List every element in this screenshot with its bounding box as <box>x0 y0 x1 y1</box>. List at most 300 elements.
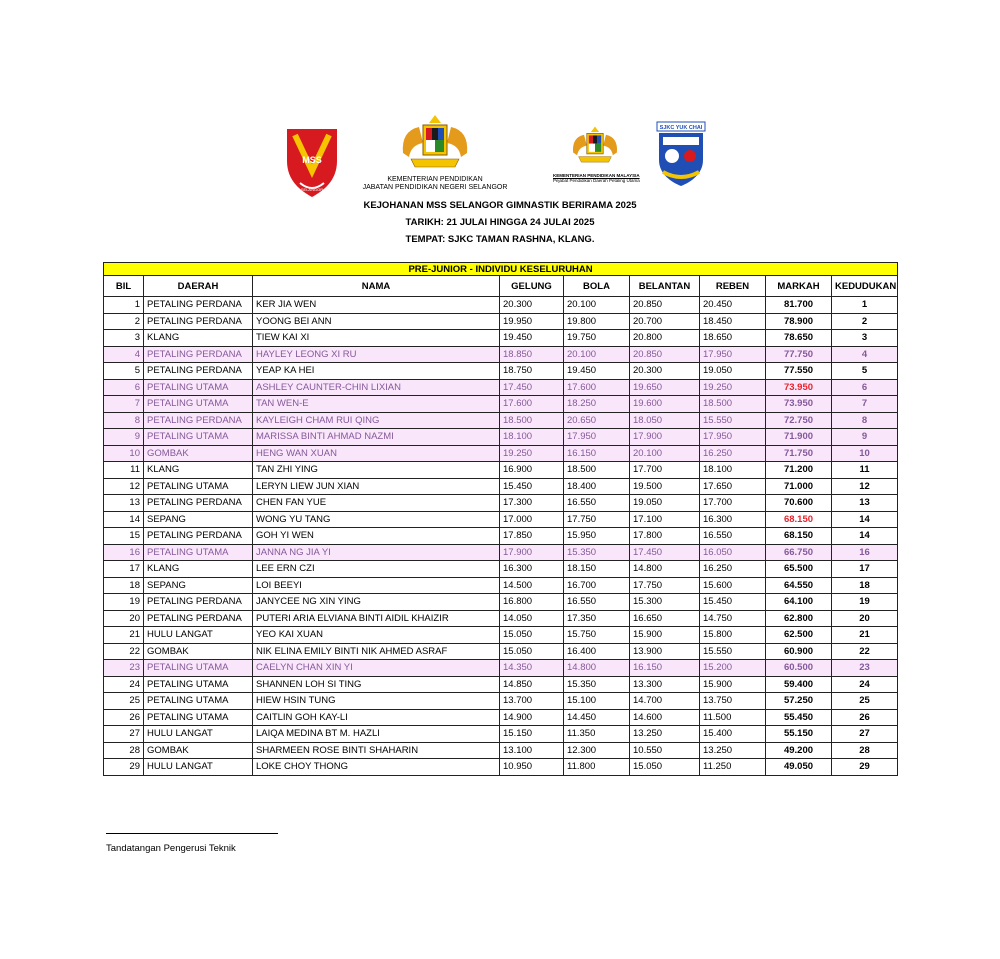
cell-kedudukan: 29 <box>832 759 898 776</box>
cell-markah: 71.900 <box>766 429 832 446</box>
cell-daerah: PETALING UTAMA <box>144 660 253 677</box>
cell-bil: 4 <box>104 346 144 363</box>
cell-markah: 64.100 <box>766 594 832 611</box>
cell-bola: 14.800 <box>564 660 630 677</box>
cell-markah: 78.650 <box>766 330 832 347</box>
cell-reben: 16.550 <box>700 528 766 545</box>
cell-gelung: 13.100 <box>500 742 564 759</box>
cell-reben: 15.800 <box>700 627 766 644</box>
cell-bola: 15.350 <box>564 676 630 693</box>
cell-belantan: 20.300 <box>630 363 700 380</box>
cell-gelung: 16.800 <box>500 594 564 611</box>
cell-markah: 78.900 <box>766 313 832 330</box>
cell-belantan: 20.800 <box>630 330 700 347</box>
cell-bola: 11.350 <box>564 726 630 743</box>
cell-nama: TIEW KAI XI <box>253 330 500 347</box>
cell-kedudukan: 22 <box>832 643 898 660</box>
cell-markah: 71.200 <box>766 462 832 479</box>
cell-gelung: 17.300 <box>500 495 564 512</box>
cell-belantan: 19.050 <box>630 495 700 512</box>
cell-belantan: 18.050 <box>630 412 700 429</box>
cell-reben: 11.250 <box>700 759 766 776</box>
cell-markah: 55.450 <box>766 709 832 726</box>
cell-kedudukan: 8 <box>832 412 898 429</box>
cell-belantan: 13.900 <box>630 643 700 660</box>
cell-markah: 59.400 <box>766 676 832 693</box>
cell-reben: 13.750 <box>700 693 766 710</box>
cell-nama: HENG WAN XUAN <box>253 445 500 462</box>
table-row <box>104 429 898 446</box>
event-date: TARIKH: 21 JULAI HINGGA 24 JULAI 2025 <box>405 217 595 228</box>
mss-shield-icon <box>283 125 341 199</box>
cell-gelung: 15.450 <box>500 478 564 495</box>
table-row <box>104 495 898 512</box>
cell-gelung: 14.850 <box>500 676 564 693</box>
cell-markah: 68.150 <box>766 528 832 545</box>
cell-bola: 12.300 <box>564 742 630 759</box>
cell-daerah: PETALING PERDANA <box>144 495 253 512</box>
cell-nama: KAYLEIGH CHAM RUI QING <box>253 412 500 429</box>
cell-kedudukan: 1 <box>832 297 898 314</box>
cell-bola: 20.100 <box>564 297 630 314</box>
cell-kedudukan: 5 <box>832 363 898 380</box>
cell-daerah: PETALING PERDANA <box>144 363 253 380</box>
cell-reben: 19.250 <box>700 379 766 396</box>
cell-gelung: 15.050 <box>500 627 564 644</box>
table-row <box>104 297 898 314</box>
cell-bola: 16.150 <box>564 445 630 462</box>
table-row <box>104 396 898 413</box>
cell-gelung: 18.750 <box>500 363 564 380</box>
cell-bola: 17.750 <box>564 511 630 528</box>
cell-belantan: 15.900 <box>630 627 700 644</box>
cell-daerah: SEPANG <box>144 511 253 528</box>
cell-reben: 17.700 <box>700 495 766 512</box>
table-row <box>104 511 898 528</box>
cell-reben: 15.900 <box>700 676 766 693</box>
cell-bola: 18.250 <box>564 396 630 413</box>
kpm-selangor-logo <box>360 113 510 193</box>
cell-bola: 18.500 <box>564 462 630 479</box>
cell-belantan: 19.600 <box>630 396 700 413</box>
column-header-bil: BIL <box>104 276 144 297</box>
table-row <box>104 742 898 759</box>
event-venue: TEMPAT: SJKC TAMAN RASHNA, KLANG. <box>405 234 595 245</box>
cell-daerah: PETALING UTAMA <box>144 429 253 446</box>
cell-bil: 15 <box>104 528 144 545</box>
malaysia-coat-of-arms-small-icon <box>569 122 621 168</box>
cell-kedudukan: 10 <box>832 445 898 462</box>
cell-daerah: PETALING UTAMA <box>144 396 253 413</box>
cell-bil: 17 <box>104 561 144 578</box>
cell-markah: 60.900 <box>766 643 832 660</box>
cell-bola: 20.100 <box>564 346 630 363</box>
cell-nama: LEE ERN CZI <box>253 561 500 578</box>
table-row <box>104 313 898 330</box>
cell-bil: 18 <box>104 577 144 594</box>
cell-nama: SHANNEN LOH SI TING <box>253 676 500 693</box>
cell-markah: 71.000 <box>766 478 832 495</box>
cell-nama: YEO KAI XUAN <box>253 627 500 644</box>
cell-bola: 20.650 <box>564 412 630 429</box>
cell-markah: 57.250 <box>766 693 832 710</box>
cell-gelung: 17.600 <box>500 396 564 413</box>
cell-daerah: KLANG <box>144 561 253 578</box>
cell-gelung: 18.100 <box>500 429 564 446</box>
cell-belantan: 15.300 <box>630 594 700 611</box>
cell-markah: 68.150 <box>766 511 832 528</box>
cell-markah: 77.750 <box>766 346 832 363</box>
cell-belantan: 19.650 <box>630 379 700 396</box>
cell-gelung: 14.050 <box>500 610 564 627</box>
cell-nama: CAELYN CHAN XIN YI <box>253 660 500 677</box>
cell-gelung: 14.900 <box>500 709 564 726</box>
cell-markah: 71.750 <box>766 445 832 462</box>
cell-nama: YEAP KA HEI <box>253 363 500 380</box>
table-row <box>104 726 898 743</box>
mss-logo-ring-text: SELANGOR <box>300 187 324 192</box>
cell-gelung: 14.500 <box>500 577 564 594</box>
cell-belantan: 14.800 <box>630 561 700 578</box>
cell-belantan: 17.700 <box>630 462 700 479</box>
kpm-selangor-caption-2: JABATAN PENDIDIKAN NEGERI SELANGOR <box>362 184 508 191</box>
cell-reben: 14.750 <box>700 610 766 627</box>
signature-label: Tandatangan Pengerusi Teknik <box>106 843 236 854</box>
cell-nama: JANNA NG JIA YI <box>253 544 500 561</box>
cell-gelung: 17.900 <box>500 544 564 561</box>
cell-bola: 16.400 <box>564 643 630 660</box>
table-row <box>104 676 898 693</box>
cell-nama: TAN ZHI YING <box>253 462 500 479</box>
cell-daerah: HULU LANGAT <box>144 726 253 743</box>
cell-bil: 7 <box>104 396 144 413</box>
cell-daerah: HULU LANGAT <box>144 759 253 776</box>
cell-bola: 19.800 <box>564 313 630 330</box>
cell-bola: 17.950 <box>564 429 630 446</box>
table-row <box>104 561 898 578</box>
cell-nama: NIK ELINA EMILY BINTI NIK AHMED ASRAF <box>253 643 500 660</box>
cell-kedudukan: 20 <box>832 610 898 627</box>
cell-bola: 16.700 <box>564 577 630 594</box>
column-header-belantan: BELANTAN <box>630 276 700 297</box>
column-header-nama: NAMA <box>253 276 500 297</box>
cell-reben: 17.950 <box>700 346 766 363</box>
cell-bola: 16.550 <box>564 594 630 611</box>
cell-daerah: KLANG <box>144 330 253 347</box>
cell-kedudukan: 12 <box>832 478 898 495</box>
cell-belantan: 14.700 <box>630 693 700 710</box>
cell-gelung: 17.450 <box>500 379 564 396</box>
results-body <box>104 263 898 776</box>
cell-daerah: PETALING UTAMA <box>144 544 253 561</box>
table-row <box>104 643 898 660</box>
cell-gelung: 15.150 <box>500 726 564 743</box>
cell-gelung: 13.700 <box>500 693 564 710</box>
table-row <box>104 412 898 429</box>
cell-bola: 15.350 <box>564 544 630 561</box>
kpm-selangor-caption-1: KEMENTERIAN PENDIDIKAN <box>387 176 483 183</box>
cell-belantan: 16.150 <box>630 660 700 677</box>
column-header-markah: MARKAH <box>766 276 832 297</box>
cell-gelung: 16.300 <box>500 561 564 578</box>
table-row <box>104 445 898 462</box>
cell-bil: 23 <box>104 660 144 677</box>
cell-daerah: PETALING PERDANA <box>144 297 253 314</box>
cell-reben: 18.100 <box>700 462 766 479</box>
kpm-malaysia-caption-2: Pejabat Pendidikan Daerah Petaling Utama <box>553 178 640 183</box>
cell-reben: 13.250 <box>700 742 766 759</box>
cell-daerah: PETALING PERDANA <box>144 528 253 545</box>
cell-markah: 60.500 <box>766 660 832 677</box>
cell-bola: 15.950 <box>564 528 630 545</box>
cell-bola: 15.750 <box>564 627 630 644</box>
column-header-bola: BOLA <box>564 276 630 297</box>
cell-markah: 49.200 <box>766 742 832 759</box>
cell-kedudukan: 23 <box>832 660 898 677</box>
cell-daerah: HULU LANGAT <box>144 627 253 644</box>
cell-nama: SHARMEEN ROSE BINTI SHAHARIN <box>253 742 500 759</box>
table-row <box>104 379 898 396</box>
cell-bola: 18.400 <box>564 478 630 495</box>
table-row <box>104 577 898 594</box>
cell-nama: CHEN FAN YUE <box>253 495 500 512</box>
cell-belantan: 17.100 <box>630 511 700 528</box>
cell-reben: 15.550 <box>700 412 766 429</box>
cell-daerah: KLANG <box>144 462 253 479</box>
cell-bil: 10 <box>104 445 144 462</box>
cell-kedudukan: 21 <box>832 627 898 644</box>
cell-markah: 77.550 <box>766 363 832 380</box>
cell-reben: 17.650 <box>700 478 766 495</box>
cell-markah: 72.750 <box>766 412 832 429</box>
cell-belantan: 17.450 <box>630 544 700 561</box>
mss-logo-text: MSS <box>302 155 322 165</box>
cell-bil: 29 <box>104 759 144 776</box>
cell-nama: LOKE CHOY THONG <box>253 759 500 776</box>
logo-row <box>0 110 1000 192</box>
cell-nama: LERYN LIEW JUN XIAN <box>253 478 500 495</box>
cell-gelung: 18.500 <box>500 412 564 429</box>
cell-bola: 11.800 <box>564 759 630 776</box>
cell-nama: YOONG BEI ANN <box>253 313 500 330</box>
cell-markah: 81.700 <box>766 297 832 314</box>
cell-bil: 26 <box>104 709 144 726</box>
cell-markah: 70.600 <box>766 495 832 512</box>
cell-kedudukan: 6 <box>832 379 898 396</box>
cell-reben: 16.250 <box>700 445 766 462</box>
event-title: KEJOHANAN MSS SELANGOR GIMNASTIK BERIRAMA 2025 <box>363 200 637 211</box>
cell-bola: 17.350 <box>564 610 630 627</box>
table-row <box>104 330 898 347</box>
cell-bil: 22 <box>104 643 144 660</box>
table-row <box>104 346 898 363</box>
cell-bil: 6 <box>104 379 144 396</box>
malaysia-coat-of-arms-icon <box>397 113 473 171</box>
cell-belantan: 16.650 <box>630 610 700 627</box>
cell-belantan: 14.600 <box>630 709 700 726</box>
cell-gelung: 20.300 <box>500 297 564 314</box>
table-row <box>104 627 898 644</box>
cell-belantan: 15.050 <box>630 759 700 776</box>
cell-reben: 16.050 <box>700 544 766 561</box>
table-row <box>104 363 898 380</box>
cell-belantan: 17.800 <box>630 528 700 545</box>
cell-bil: 21 <box>104 627 144 644</box>
cell-daerah: PETALING PERDANA <box>144 412 253 429</box>
cell-bil: 3 <box>104 330 144 347</box>
table-row <box>104 660 898 677</box>
cell-bola: 19.450 <box>564 363 630 380</box>
cell-gelung: 10.950 <box>500 759 564 776</box>
cell-markah: 65.500 <box>766 561 832 578</box>
table-header-row <box>104 276 898 297</box>
cell-bil: 20 <box>104 610 144 627</box>
cell-kedudukan: 3 <box>832 330 898 347</box>
table-row <box>104 610 898 627</box>
cell-gelung: 19.450 <box>500 330 564 347</box>
cell-nama: ASHLEY CAUNTER-CHIN LIXIAN <box>253 379 500 396</box>
cell-bil: 12 <box>104 478 144 495</box>
cell-bil: 8 <box>104 412 144 429</box>
cell-daerah: PETALING UTAMA <box>144 478 253 495</box>
cell-daerah: GOMBAK <box>144 742 253 759</box>
cell-nama: CAITLIN GOH KAY-LI <box>253 709 500 726</box>
cell-bola: 17.600 <box>564 379 630 396</box>
table-row <box>104 759 898 776</box>
cell-reben: 18.650 <box>700 330 766 347</box>
cell-nama: MARISSA BINTI AHMAD NAZMI <box>253 429 500 446</box>
cell-gelung: 15.050 <box>500 643 564 660</box>
cell-nama: LOI BEEYI <box>253 577 500 594</box>
cell-kedudukan: 17 <box>832 561 898 578</box>
cell-nama: PUTERI ARIA ELVIANA BINTI AIDIL KHAIZIR <box>253 610 500 627</box>
cell-nama: KER JIA WEN <box>253 297 500 314</box>
cell-bil: 19 <box>104 594 144 611</box>
category-banner-row <box>104 263 898 276</box>
cell-kedudukan: 13 <box>832 495 898 512</box>
kpm-malaysia-caption-1: KEMENTERIAN PENDIDIKAN MALAYSIA <box>553 173 640 178</box>
cell-reben: 15.400 <box>700 726 766 743</box>
cell-bola: 18.150 <box>564 561 630 578</box>
table-row <box>104 462 898 479</box>
cell-nama: TAN WEN-E <box>253 396 500 413</box>
results-table <box>103 262 898 776</box>
cell-bil: 14 <box>104 511 144 528</box>
cell-daerah: SEPANG <box>144 577 253 594</box>
cell-markah: 66.750 <box>766 544 832 561</box>
cell-daerah: PETALING PERDANA <box>144 346 253 363</box>
column-header-daerah: DAERAH <box>144 276 253 297</box>
cell-kedudukan: 14 <box>832 528 898 545</box>
cell-reben: 18.450 <box>700 313 766 330</box>
cell-reben: 15.200 <box>700 660 766 677</box>
cell-bil: 9 <box>104 429 144 446</box>
cell-kedudukan: 11 <box>832 462 898 479</box>
cell-nama: LAIQA MEDINA BT M. HAZLI <box>253 726 500 743</box>
cell-bola: 14.450 <box>564 709 630 726</box>
column-header-reben: REBEN <box>700 276 766 297</box>
cell-reben: 19.050 <box>700 363 766 380</box>
cell-bil: 13 <box>104 495 144 512</box>
cell-bil: 2 <box>104 313 144 330</box>
cell-kedudukan: 2 <box>832 313 898 330</box>
cell-gelung: 19.950 <box>500 313 564 330</box>
cell-belantan: 20.850 <box>630 297 700 314</box>
cell-gelung: 17.000 <box>500 511 564 528</box>
cell-markah: 73.950 <box>766 396 832 413</box>
cell-belantan: 17.900 <box>630 429 700 446</box>
sjkc-logo-text: SJKC YUK CHAI <box>659 125 703 131</box>
cell-gelung: 19.250 <box>500 445 564 462</box>
cell-belantan: 10.550 <box>630 742 700 759</box>
cell-reben: 20.450 <box>700 297 766 314</box>
cell-daerah: PETALING UTAMA <box>144 676 253 693</box>
cell-kedudukan: 24 <box>832 676 898 693</box>
cell-bil: 28 <box>104 742 144 759</box>
table-row <box>104 544 898 561</box>
table-row <box>104 528 898 545</box>
cell-kedudukan: 28 <box>832 742 898 759</box>
table-row <box>104 709 898 726</box>
cell-bola: 16.550 <box>564 495 630 512</box>
cell-markah: 64.550 <box>766 577 832 594</box>
column-header-kedudukan: KEDUDUKAN <box>832 276 898 297</box>
cell-bil: 16 <box>104 544 144 561</box>
cell-kedudukan: 14 <box>832 511 898 528</box>
cell-belantan: 20.850 <box>630 346 700 363</box>
cell-reben: 17.950 <box>700 429 766 446</box>
cell-belantan: 13.300 <box>630 676 700 693</box>
cell-gelung: 17.850 <box>500 528 564 545</box>
cell-bil: 25 <box>104 693 144 710</box>
cell-markah: 62.800 <box>766 610 832 627</box>
cell-belantan: 20.700 <box>630 313 700 330</box>
cell-gelung: 18.850 <box>500 346 564 363</box>
cell-belantan: 20.100 <box>630 445 700 462</box>
cell-bil: 27 <box>104 726 144 743</box>
sjkc-yuk-chai-logo <box>655 120 707 188</box>
cell-nama: GOH YI WEN <box>253 528 500 545</box>
cell-reben: 15.550 <box>700 643 766 660</box>
cell-daerah: PETALING UTAMA <box>144 693 253 710</box>
cell-bil: 5 <box>104 363 144 380</box>
cell-reben: 16.300 <box>700 511 766 528</box>
cell-nama: HAYLEY LEONG XI RU <box>253 346 500 363</box>
cell-kedudukan: 4 <box>832 346 898 363</box>
cell-kedudukan: 19 <box>832 594 898 611</box>
category-banner: PRE-JUNIOR - INDIVIDU KESELURUHAN <box>104 263 898 276</box>
cell-nama: JANYCEE NG XIN YING <box>253 594 500 611</box>
cell-reben: 16.250 <box>700 561 766 578</box>
table-row <box>104 478 898 495</box>
cell-belantan: 17.750 <box>630 577 700 594</box>
cell-daerah: GOMBAK <box>144 445 253 462</box>
cell-kedudukan: 16 <box>832 544 898 561</box>
cell-bola: 15.100 <box>564 693 630 710</box>
cell-markah: 62.500 <box>766 627 832 644</box>
table-row <box>104 594 898 611</box>
cell-bil: 24 <box>104 676 144 693</box>
cell-kedudukan: 18 <box>832 577 898 594</box>
mss-selangor-logo <box>283 125 341 199</box>
cell-daerah: PETALING PERDANA <box>144 610 253 627</box>
cell-kedudukan: 9 <box>832 429 898 446</box>
cell-bil: 1 <box>104 297 144 314</box>
cell-kedudukan: 7 <box>832 396 898 413</box>
cell-kedudukan: 25 <box>832 693 898 710</box>
cell-daerah: GOMBAK <box>144 643 253 660</box>
cell-markah: 73.950 <box>766 379 832 396</box>
